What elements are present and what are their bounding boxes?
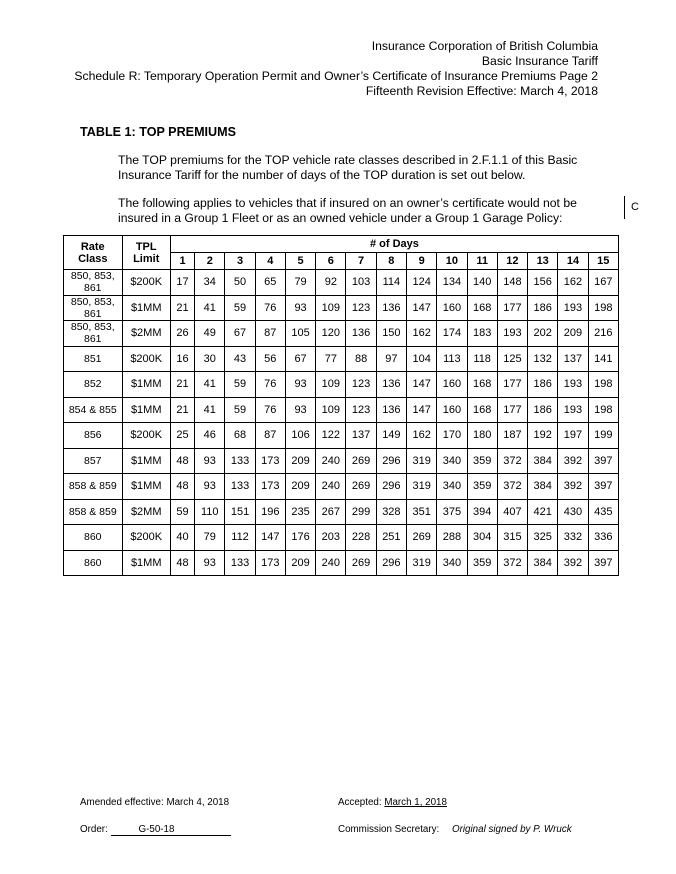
premium-cell: 187 [497, 423, 527, 449]
premium-cell: 46 [195, 423, 225, 449]
rate-class-cell: 857 [64, 448, 123, 474]
premium-cell: 160 [437, 372, 467, 398]
premium-cell: 319 [407, 474, 437, 500]
premium-cell: 93 [195, 550, 225, 576]
premium-cell: 160 [437, 295, 467, 321]
table-row [64, 448, 619, 474]
premium-cell: 407 [497, 499, 527, 525]
premium-cell: 48 [170, 474, 194, 500]
premium-cell: 112 [225, 525, 255, 551]
premium-cell: 162 [407, 423, 437, 449]
premium-cell: 199 [588, 423, 618, 449]
premium-cell: 103 [346, 270, 376, 296]
premium-cell: 59 [225, 372, 255, 398]
day-header: 5 [285, 253, 315, 270]
premium-cell: 88 [346, 346, 376, 372]
premium-cell: 315 [497, 525, 527, 551]
tpl-limit-cell: $1MM [122, 448, 170, 474]
premium-cell: 147 [407, 295, 437, 321]
premium-cell: 92 [316, 270, 346, 296]
rate-class-cell: 860 [64, 525, 123, 551]
tpl-limit-cell: $1MM [122, 550, 170, 576]
days-header: # of Days [170, 236, 618, 253]
intro-paragraph: The TOP premiums for the TOP vehicle rate classes described in 2.F.1.1 of this Basic Insurance Tariff for the number of days of the TOP duration is set out below. [118, 153, 578, 182]
premium-cell: 319 [407, 550, 437, 576]
premium-cell: 67 [285, 346, 315, 372]
premium-cell: 104 [407, 346, 437, 372]
premium-cell: 76 [255, 397, 285, 423]
premium-cell: 16 [170, 346, 194, 372]
table-row [64, 270, 619, 296]
premium-cell: 296 [376, 550, 406, 576]
premium-cell: 384 [528, 550, 558, 576]
premium-cell: 209 [558, 321, 588, 347]
premium-cell: 430 [558, 499, 588, 525]
rate-class-cell: 851 [64, 346, 123, 372]
premium-cell: 21 [170, 295, 194, 321]
premium-cell: 392 [558, 474, 588, 500]
premium-cell: 40 [170, 525, 194, 551]
premium-cell: 105 [285, 321, 315, 347]
document-header [74, 39, 598, 99]
change-bar [624, 196, 625, 219]
premium-cell: 65 [255, 270, 285, 296]
premium-cell: 56 [255, 346, 285, 372]
premium-cell: 147 [407, 372, 437, 398]
premium-cell: 319 [407, 448, 437, 474]
premium-cell: 351 [407, 499, 437, 525]
accepted-value: March 1, 2018 [384, 797, 447, 808]
premium-cell: 397 [588, 448, 618, 474]
premium-cell: 168 [467, 295, 497, 321]
premium-cell: 296 [376, 474, 406, 500]
premium-cell: 120 [316, 321, 346, 347]
day-header: 8 [376, 253, 406, 270]
tpl-limit-cell: $200K [122, 525, 170, 551]
premium-cell: 183 [467, 321, 497, 347]
premiums-table [63, 235, 619, 576]
premium-cell: 180 [467, 423, 497, 449]
day-header: 11 [467, 253, 497, 270]
premium-cell: 76 [255, 372, 285, 398]
day-header: 9 [407, 253, 437, 270]
premium-cell: 186 [528, 372, 558, 398]
premium-cell: 67 [225, 321, 255, 347]
premium-cell: 59 [225, 295, 255, 321]
amended-effective [80, 797, 229, 808]
premium-cell: 209 [285, 550, 315, 576]
amended-value: March 4, 2018 [166, 797, 230, 808]
premium-cell: 41 [195, 372, 225, 398]
table-row [64, 372, 619, 398]
premium-cell: 269 [346, 448, 376, 474]
premium-cell: 359 [467, 448, 497, 474]
premium-cell: 110 [195, 499, 225, 525]
rate-class-header: Rate Class [64, 236, 123, 270]
table-row [64, 346, 619, 372]
premium-cell: 93 [195, 448, 225, 474]
premium-cell: 359 [467, 550, 497, 576]
premium-cell: 125 [497, 346, 527, 372]
tpl-limit-cell: $1MM [122, 372, 170, 398]
table-row [64, 525, 619, 551]
premium-cell: 340 [437, 550, 467, 576]
premium-cell: 162 [558, 270, 588, 296]
premium-cell: 48 [170, 550, 194, 576]
premium-cell: 288 [437, 525, 467, 551]
premium-cell: 384 [528, 448, 558, 474]
day-header: 13 [528, 253, 558, 270]
premium-cell: 97 [376, 346, 406, 372]
premium-cell: 21 [170, 372, 194, 398]
tpl-limit-cell: $2MM [122, 499, 170, 525]
premium-cell: 325 [528, 525, 558, 551]
rate-class-cell: 856 [64, 423, 123, 449]
premium-cell: 93 [285, 397, 315, 423]
premium-cell: 17 [170, 270, 194, 296]
premium-cell: 332 [558, 525, 588, 551]
premium-cell: 162 [407, 321, 437, 347]
premium-cell: 41 [195, 295, 225, 321]
premium-cell: 50 [225, 270, 255, 296]
premium-cell: 193 [558, 397, 588, 423]
premium-cell: 193 [558, 372, 588, 398]
premium-cell: 328 [376, 499, 406, 525]
table-row [64, 550, 619, 576]
premium-cell: 77 [316, 346, 346, 372]
rate-class-cell: 860 [64, 550, 123, 576]
premium-cell: 43 [225, 346, 255, 372]
day-header: 10 [437, 253, 467, 270]
premium-cell: 359 [467, 474, 497, 500]
premium-cell: 114 [376, 270, 406, 296]
premium-cell: 93 [285, 372, 315, 398]
header-company: Insurance Corporation of British Columbia [371, 39, 598, 53]
premium-cell: 198 [588, 372, 618, 398]
order-value: G-50-18 [111, 824, 231, 836]
premium-cell: 435 [588, 499, 618, 525]
premium-cell: 173 [255, 474, 285, 500]
table-row [64, 321, 619, 347]
amended-label: Amended effective: [80, 797, 164, 808]
order [80, 824, 231, 836]
premium-cell: 193 [558, 295, 588, 321]
premium-cell: 421 [528, 499, 558, 525]
header-tariff: Basic Insurance Tariff [481, 54, 598, 68]
premium-cell: 25 [170, 423, 194, 449]
premium-cell: 192 [528, 423, 558, 449]
premium-cell: 136 [346, 321, 376, 347]
premium-cell: 240 [316, 474, 346, 500]
premium-cell: 228 [346, 525, 376, 551]
accepted-label: Accepted: [338, 797, 382, 808]
secretary-label: Commission Secretary: [338, 824, 440, 835]
premium-cell: 93 [285, 295, 315, 321]
header-revision: Fifteenth Revision Effective: March 4, 2018 [365, 84, 598, 98]
premium-cell: 30 [195, 346, 225, 372]
rate-class-cell: 850, 853, 861 [64, 321, 123, 347]
premium-cell: 340 [437, 448, 467, 474]
premium-cell: 136 [376, 397, 406, 423]
rate-class-cell: 858 & 859 [64, 474, 123, 500]
premium-cell: 48 [170, 448, 194, 474]
premium-cell: 41 [195, 397, 225, 423]
premium-cell: 123 [346, 372, 376, 398]
accepted [338, 797, 447, 808]
commission-secretary [338, 824, 572, 835]
table-title: TABLE 1: TOP PREMIUMS [80, 125, 237, 139]
rate-class-cell: 854 & 855 [64, 397, 123, 423]
premium-cell: 151 [225, 499, 255, 525]
premium-cell: 173 [255, 448, 285, 474]
premium-cell: 176 [285, 525, 315, 551]
premium-cell: 124 [407, 270, 437, 296]
premium-cell: 113 [437, 346, 467, 372]
premium-cell: 168 [467, 397, 497, 423]
premium-cell: 137 [558, 346, 588, 372]
premium-cell: 133 [225, 448, 255, 474]
premium-cell: 122 [316, 423, 346, 449]
premium-cell: 269 [346, 550, 376, 576]
premium-cell: 118 [467, 346, 497, 372]
table-row [64, 295, 619, 321]
premium-cell: 59 [225, 397, 255, 423]
applicability-paragraph: The following applies to vehicles that if insured on an owner’s certificate would not be insured in a Group 1 Fleet or as an owned vehicle under a Group 1 Garage Policy: [118, 196, 577, 225]
premium-cell: 68 [225, 423, 255, 449]
premium-cell: 251 [376, 525, 406, 551]
premium-cell: 106 [285, 423, 315, 449]
tpl-limit-cell: $200K [122, 346, 170, 372]
premium-cell: 340 [437, 474, 467, 500]
premium-cell: 156 [528, 270, 558, 296]
day-header: 3 [225, 253, 255, 270]
premium-cell: 186 [528, 397, 558, 423]
premium-cell: 173 [255, 550, 285, 576]
premium-cell: 167 [588, 270, 618, 296]
premium-cell: 137 [346, 423, 376, 449]
premium-cell: 202 [528, 321, 558, 347]
premium-cell: 123 [346, 295, 376, 321]
premium-cell: 79 [285, 270, 315, 296]
premium-cell: 136 [376, 295, 406, 321]
order-label: Order: [80, 824, 108, 835]
rate-class-cell: 850, 853, 861 [64, 295, 123, 321]
premium-cell: 79 [195, 525, 225, 551]
premium-cell: 198 [588, 397, 618, 423]
premium-cell: 148 [497, 270, 527, 296]
premium-cell: 177 [497, 295, 527, 321]
premium-cell: 177 [497, 397, 527, 423]
premium-cell: 177 [497, 372, 527, 398]
premium-cell: 198 [588, 295, 618, 321]
table-row [64, 423, 619, 449]
premium-cell: 123 [346, 397, 376, 423]
premium-cell: 209 [285, 474, 315, 500]
premium-cell: 147 [255, 525, 285, 551]
premium-cell: 384 [528, 474, 558, 500]
table-row [64, 499, 619, 525]
table-row [64, 397, 619, 423]
premium-cell: 193 [497, 321, 527, 347]
premium-cell: 203 [316, 525, 346, 551]
premium-cell: 235 [285, 499, 315, 525]
premium-cell: 133 [225, 474, 255, 500]
rate-class-cell: 850, 853, 861 [64, 270, 123, 296]
day-header: 2 [195, 253, 225, 270]
premium-cell: 140 [467, 270, 497, 296]
premium-cell: 375 [437, 499, 467, 525]
premium-cell: 372 [497, 448, 527, 474]
premium-cell: 133 [225, 550, 255, 576]
tpl-limit-cell: $200K [122, 423, 170, 449]
premium-cell: 186 [528, 295, 558, 321]
secretary-signature: Original signed by P. Wruck [452, 824, 572, 835]
tpl-limit-cell: $2MM [122, 321, 170, 347]
tpl-limit-header: TPL Limit [122, 236, 170, 270]
day-header: 4 [255, 253, 285, 270]
premium-cell: 372 [497, 474, 527, 500]
tpl-limit-cell: $1MM [122, 295, 170, 321]
premium-cell: 397 [588, 474, 618, 500]
premium-cell: 49 [195, 321, 225, 347]
premium-cell: 174 [437, 321, 467, 347]
premium-cell: 299 [346, 499, 376, 525]
day-header: 12 [497, 253, 527, 270]
premium-cell: 59 [170, 499, 194, 525]
premium-cell: 134 [437, 270, 467, 296]
premium-cell: 160 [437, 397, 467, 423]
premium-cell: 240 [316, 550, 346, 576]
premium-cell: 269 [407, 525, 437, 551]
tpl-limit-cell: $1MM [122, 474, 170, 500]
premium-cell: 392 [558, 550, 588, 576]
premium-cell: 26 [170, 321, 194, 347]
premium-cell: 392 [558, 448, 588, 474]
premium-cell: 336 [588, 525, 618, 551]
premium-cell: 269 [346, 474, 376, 500]
premium-cell: 87 [255, 321, 285, 347]
premium-cell: 197 [558, 423, 588, 449]
premium-cell: 209 [285, 448, 315, 474]
day-header: 6 [316, 253, 346, 270]
premium-cell: 372 [497, 550, 527, 576]
premium-cell: 109 [316, 397, 346, 423]
premium-cell: 109 [316, 372, 346, 398]
premium-cell: 168 [467, 372, 497, 398]
tpl-limit-cell: $200K [122, 270, 170, 296]
rate-class-cell: 858 & 859 [64, 499, 123, 525]
premium-cell: 394 [467, 499, 497, 525]
premium-cell: 21 [170, 397, 194, 423]
day-header: 1 [170, 253, 194, 270]
header-schedule: Schedule R: Temporary Operation Permit and Owner’s Certificate of Insurance Premiums Page 2 [74, 69, 598, 83]
premium-cell: 170 [437, 423, 467, 449]
premium-cell: 109 [316, 295, 346, 321]
rate-class-cell: 852 [64, 372, 123, 398]
premium-cell: 196 [255, 499, 285, 525]
premium-cell: 296 [376, 448, 406, 474]
premium-cell: 136 [376, 372, 406, 398]
premium-cell: 216 [588, 321, 618, 347]
premium-cell: 87 [255, 423, 285, 449]
day-header: 15 [588, 253, 618, 270]
premium-cell: 150 [376, 321, 406, 347]
premium-cell: 93 [195, 474, 225, 500]
premium-cell: 149 [376, 423, 406, 449]
premium-cell: 304 [467, 525, 497, 551]
premium-cell: 147 [407, 397, 437, 423]
premium-cell: 132 [528, 346, 558, 372]
premium-cell: 76 [255, 295, 285, 321]
day-header: 7 [346, 253, 376, 270]
tpl-limit-cell: $1MM [122, 397, 170, 423]
premium-cell: 267 [316, 499, 346, 525]
premium-cell: 397 [588, 550, 618, 576]
day-header: 14 [558, 253, 588, 270]
change-marker: C [631, 201, 639, 213]
premium-cell: 240 [316, 448, 346, 474]
premium-cell: 141 [588, 346, 618, 372]
premium-cell: 34 [195, 270, 225, 296]
table-row [64, 474, 619, 500]
